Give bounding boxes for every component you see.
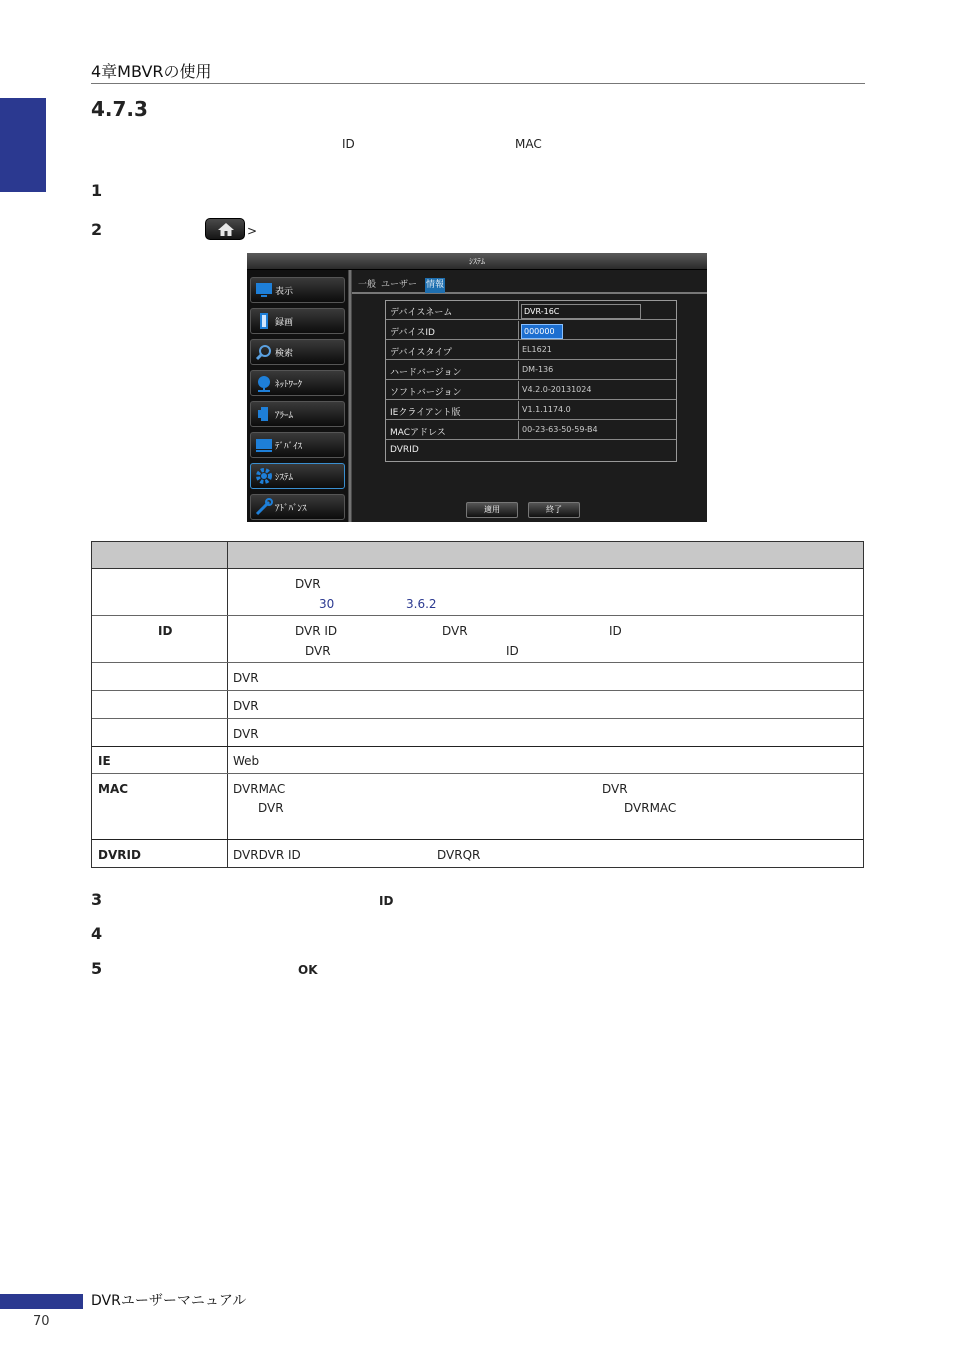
table-cell: DVRQR — [437, 848, 481, 862]
dvr-info-key: DVRID — [390, 445, 419, 455]
tab-user[interactable]: ユーザー — [381, 280, 418, 290]
step-number-3: 3 — [91, 890, 103, 909]
dvr-menu-label: ｱﾄﾞﾊﾞﾝｽ — [275, 504, 307, 514]
record-icon — [255, 312, 273, 330]
apply-button[interactable]: 適用 — [466, 502, 518, 518]
table-cell: DVR — [295, 577, 321, 591]
table-cell: DVRMAC — [624, 801, 677, 815]
step-number-2: 2 — [91, 220, 103, 239]
table-cell: DVR — [305, 644, 331, 658]
dvr-info-row — [386, 401, 676, 420]
table-cell: DVR — [602, 782, 628, 796]
dvr-info-key: デバイスネーム — [390, 308, 453, 318]
dvr-menu-label: 表示 — [275, 287, 294, 297]
intro-id-text: ID — [342, 137, 355, 151]
dvr-info-key: デバイスID — [390, 328, 435, 338]
dvr-info-row — [386, 321, 676, 340]
dvr-menu-alarm[interactable] — [250, 401, 345, 427]
dvr-menu-record[interactable] — [250, 308, 345, 334]
dvr-menu-label: ﾃﾞﾊﾞｲｽ — [275, 442, 303, 452]
dvr-tab-bar — [352, 278, 707, 294]
dvr-info-value: EL1621 — [522, 345, 552, 354]
step3-id-text: ID — [379, 894, 394, 908]
section-ref-link[interactable]: 3.6.2 — [406, 597, 437, 611]
dvr-info-value: V1.1.1174.0 — [522, 405, 571, 414]
table-row-label: ID — [158, 624, 173, 638]
gear-icon — [255, 467, 273, 485]
search-icon — [255, 343, 273, 361]
dvr-info-row — [386, 421, 676, 440]
table-cell: DVR — [258, 801, 284, 815]
table-cell: DVRDVR ID — [233, 848, 301, 862]
dvr-menu-label: ｱﾗｰﾑ — [275, 411, 294, 421]
footer-bar — [0, 1294, 83, 1309]
info-description-table — [91, 541, 864, 868]
dvr-info-key: デバイスタイプ — [390, 348, 452, 358]
table-row-label: IE — [98, 754, 111, 768]
dvr-info-value: 00-23-63-50-59-B4 — [522, 425, 598, 434]
device-icon — [255, 436, 273, 454]
dvr-info-row — [386, 441, 676, 460]
alarm-icon — [255, 405, 273, 423]
chapter-heading: 4章MBVRの使用 — [91, 62, 212, 81]
table-cell: DVRMAC — [233, 782, 286, 796]
header-rule — [91, 83, 865, 84]
dvr-info-row — [386, 301, 676, 320]
dvr-info-value: DM-136 — [522, 365, 554, 374]
tab-info[interactable]: 情報 — [425, 278, 445, 293]
device-id-input[interactable]: 000000 — [521, 324, 563, 339]
table-row-label: DVRID — [98, 848, 141, 862]
dvr-menu-label: 録画 — [275, 318, 294, 328]
step-number-1: 1 — [91, 181, 103, 200]
dvr-menu-label: 検索 — [275, 349, 294, 359]
page-number: 70 — [33, 1314, 50, 1329]
dvr-info-key: MACアドレス — [390, 428, 446, 438]
table-cell: Web — [233, 754, 260, 768]
dvr-info-key: IEクライアント版 — [390, 408, 461, 418]
table-cell: ID — [609, 624, 622, 638]
table-cell: DVR — [442, 624, 468, 638]
dvr-menu-advanced[interactable] — [250, 494, 345, 520]
table-cell: DVR — [233, 671, 259, 685]
table-row-label: MAC — [98, 782, 129, 796]
dvr-menu-label: ｼｽﾃﾑ — [275, 473, 294, 483]
dvr-menu-network[interactable] — [250, 370, 345, 396]
exit-button[interactable]: 終了 — [528, 502, 580, 518]
section-number: 4.7.3 — [91, 97, 148, 121]
chapter-side-tab — [0, 98, 46, 192]
home-button-image — [205, 218, 245, 240]
table-cell: DVR ID — [295, 624, 338, 638]
step-number-4: 4 — [91, 924, 103, 943]
dvr-menu-display[interactable] — [250, 277, 345, 303]
step5-ok-text: OK — [298, 963, 318, 977]
dvr-system-info-screenshot — [247, 253, 707, 522]
dvr-info-panel — [352, 270, 707, 522]
network-icon — [255, 374, 273, 392]
wrench-icon — [255, 498, 273, 516]
table-cell: DVR — [233, 699, 259, 713]
dvr-menu-device[interactable] — [250, 432, 345, 458]
footer-title: DVRユーザーマニュアル — [91, 1293, 247, 1309]
monitor-icon — [255, 281, 273, 299]
intro-mac-text: MAC — [515, 137, 542, 151]
dvr-info-row — [386, 381, 676, 400]
table-cell: ID — [506, 644, 519, 658]
table-cell: DVR — [233, 727, 259, 741]
home-icon — [217, 222, 235, 237]
dvr-info-key: ソフトバージョン — [390, 388, 462, 398]
tab-general[interactable]: 一般 — [358, 280, 377, 290]
dvr-info-grid — [385, 300, 677, 462]
dvr-info-key: ハードバージョン — [390, 368, 462, 378]
dvr-menu-label: ﾈｯﾄﾜｰｸ — [275, 380, 303, 390]
dvr-menu-search[interactable] — [250, 339, 345, 365]
step-number-5: 5 — [91, 959, 103, 978]
dvr-window-title: ｼｽﾃﾑ — [247, 253, 707, 270]
dvr-info-row — [386, 341, 676, 360]
table-header-row — [92, 542, 863, 569]
device-name-input[interactable]: DVR-16C — [521, 304, 641, 319]
dvr-info-row — [386, 361, 676, 380]
dvr-menu-system[interactable] — [250, 463, 345, 489]
dvr-menu-panel — [247, 270, 348, 522]
step2-separator: > — [247, 224, 258, 238]
dvr-info-value: V4.2.0-20131024 — [522, 385, 592, 394]
page-ref-link[interactable]: 30 — [319, 597, 335, 611]
